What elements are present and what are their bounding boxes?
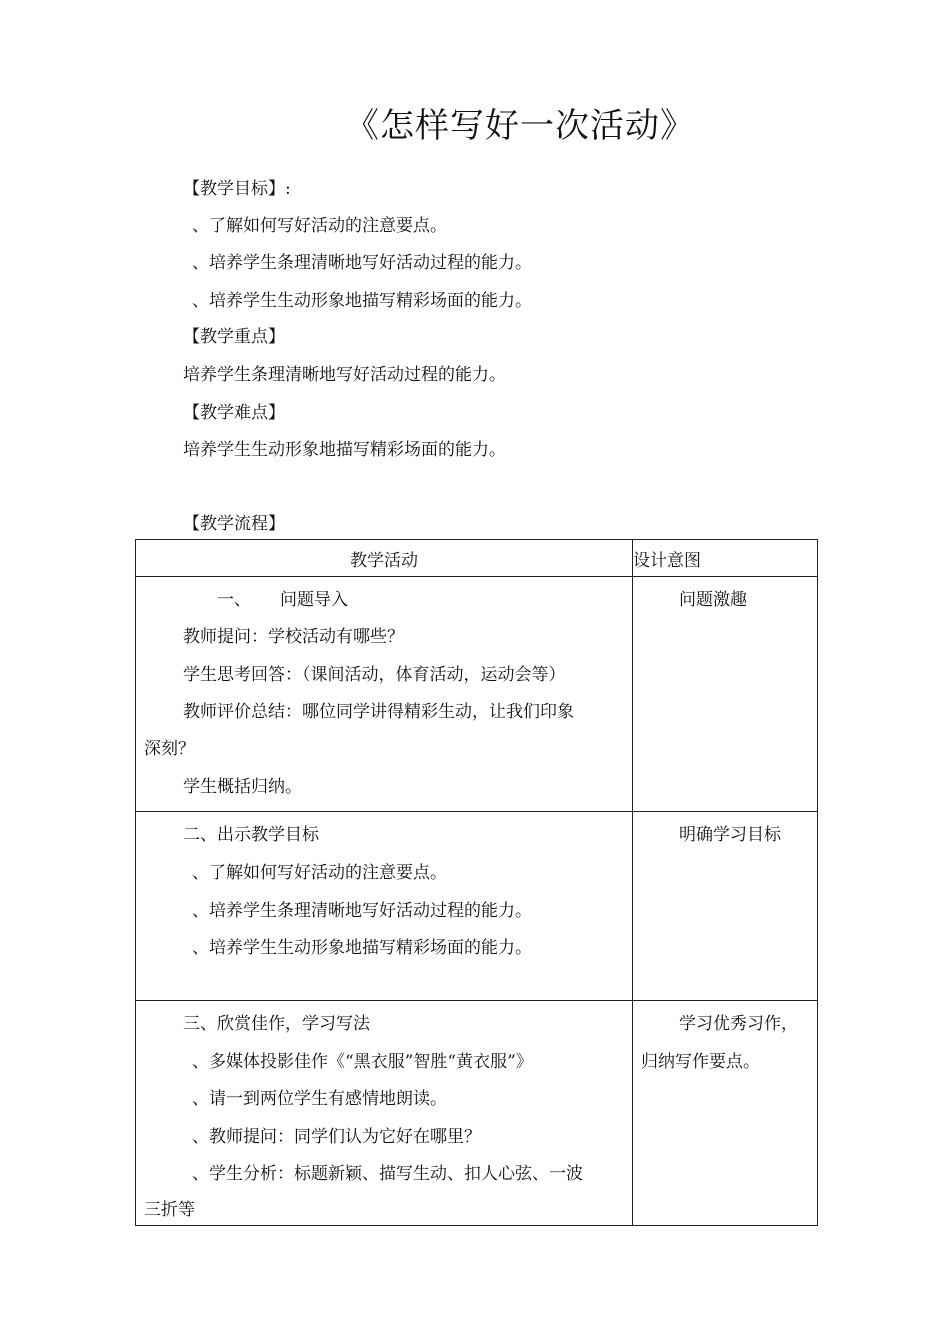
intent-line: 归纳写作要点。	[641, 1052, 760, 1072]
header-intent: 设计意图	[633, 540, 818, 577]
activity-line: 教师评价总结：哪位同学讲得精彩生动，让我们印象	[183, 702, 574, 722]
objective-item-1: 、了解如何写好活动的注意要点。	[192, 216, 447, 236]
activity-line: 深刻？	[144, 739, 195, 759]
objective-item-3: 、培养学生生动形象地描写精彩场面的能力。	[192, 291, 532, 311]
intent-cell	[633, 812, 818, 1001]
objective-item-2: 、培养学生条理清晰地写好活动过程的能力。	[192, 253, 532, 273]
activity-line: 学生思考回答：（课间活动，体育活动，运动会等）	[183, 665, 566, 685]
activity-line: 教师提问：学校活动有哪些？	[183, 627, 404, 647]
activity-line: 问题导入	[280, 590, 348, 610]
activity-cell	[136, 812, 633, 1001]
table-row	[136, 812, 818, 1001]
activity-line: 二、出示教学目标	[183, 825, 319, 845]
activity-line: 、请一到两位学生有感情地朗读。	[192, 1089, 447, 1109]
activity-line: 、学生分析：标题新颖、描写生动、扣人心弦、一波	[192, 1164, 583, 1184]
intent-line: 明确学习目标	[679, 825, 781, 845]
activity-cell	[136, 577, 633, 812]
process-heading: 【教学流程】	[183, 514, 285, 534]
activity-line: 三折等	[144, 1200, 195, 1220]
intent-line: 问题激趣	[679, 590, 747, 610]
activity-line: 、培养学生条理清晰地写好活动过程的能力。	[192, 901, 532, 921]
activity-line: 、培养学生生动形象地描写精彩场面的能力。	[192, 938, 532, 958]
activity-line: 三、欣赏佳作，学习写法	[183, 1014, 370, 1034]
table-row	[136, 577, 818, 812]
table-header-row	[136, 540, 818, 577]
difficulty-heading: 【教学难点】	[183, 403, 285, 423]
difficulty-text: 培养学生生动形象地描写精彩场面的能力。	[183, 440, 506, 460]
intent-cell	[633, 1001, 818, 1226]
objectives-heading: 【教学目标】:	[183, 179, 291, 199]
activity-line: 学生概括归纳。	[183, 777, 302, 797]
table-row	[136, 1001, 818, 1226]
key-point-heading: 【教学重点】	[183, 327, 285, 347]
activity-line: 、多媒体投影佳作《“黑衣服”智胜“黄衣服”》	[192, 1052, 533, 1072]
intent-line: 学习优秀习作，	[679, 1014, 798, 1034]
activity-line: 一、	[217, 590, 251, 610]
activity-cell	[136, 1001, 633, 1226]
header-activity: 教学活动	[136, 540, 633, 577]
process-table	[135, 539, 818, 1226]
activity-line: 、教师提问：同学们认为它好在哪里？	[192, 1127, 481, 1147]
page-title: 《怎样写好一次活动》	[345, 106, 695, 146]
activity-line: 、了解如何写好活动的注意要点。	[192, 863, 447, 883]
key-point-text: 培养学生条理清晰地写好活动过程的能力。	[183, 365, 506, 385]
intent-cell	[633, 577, 818, 812]
